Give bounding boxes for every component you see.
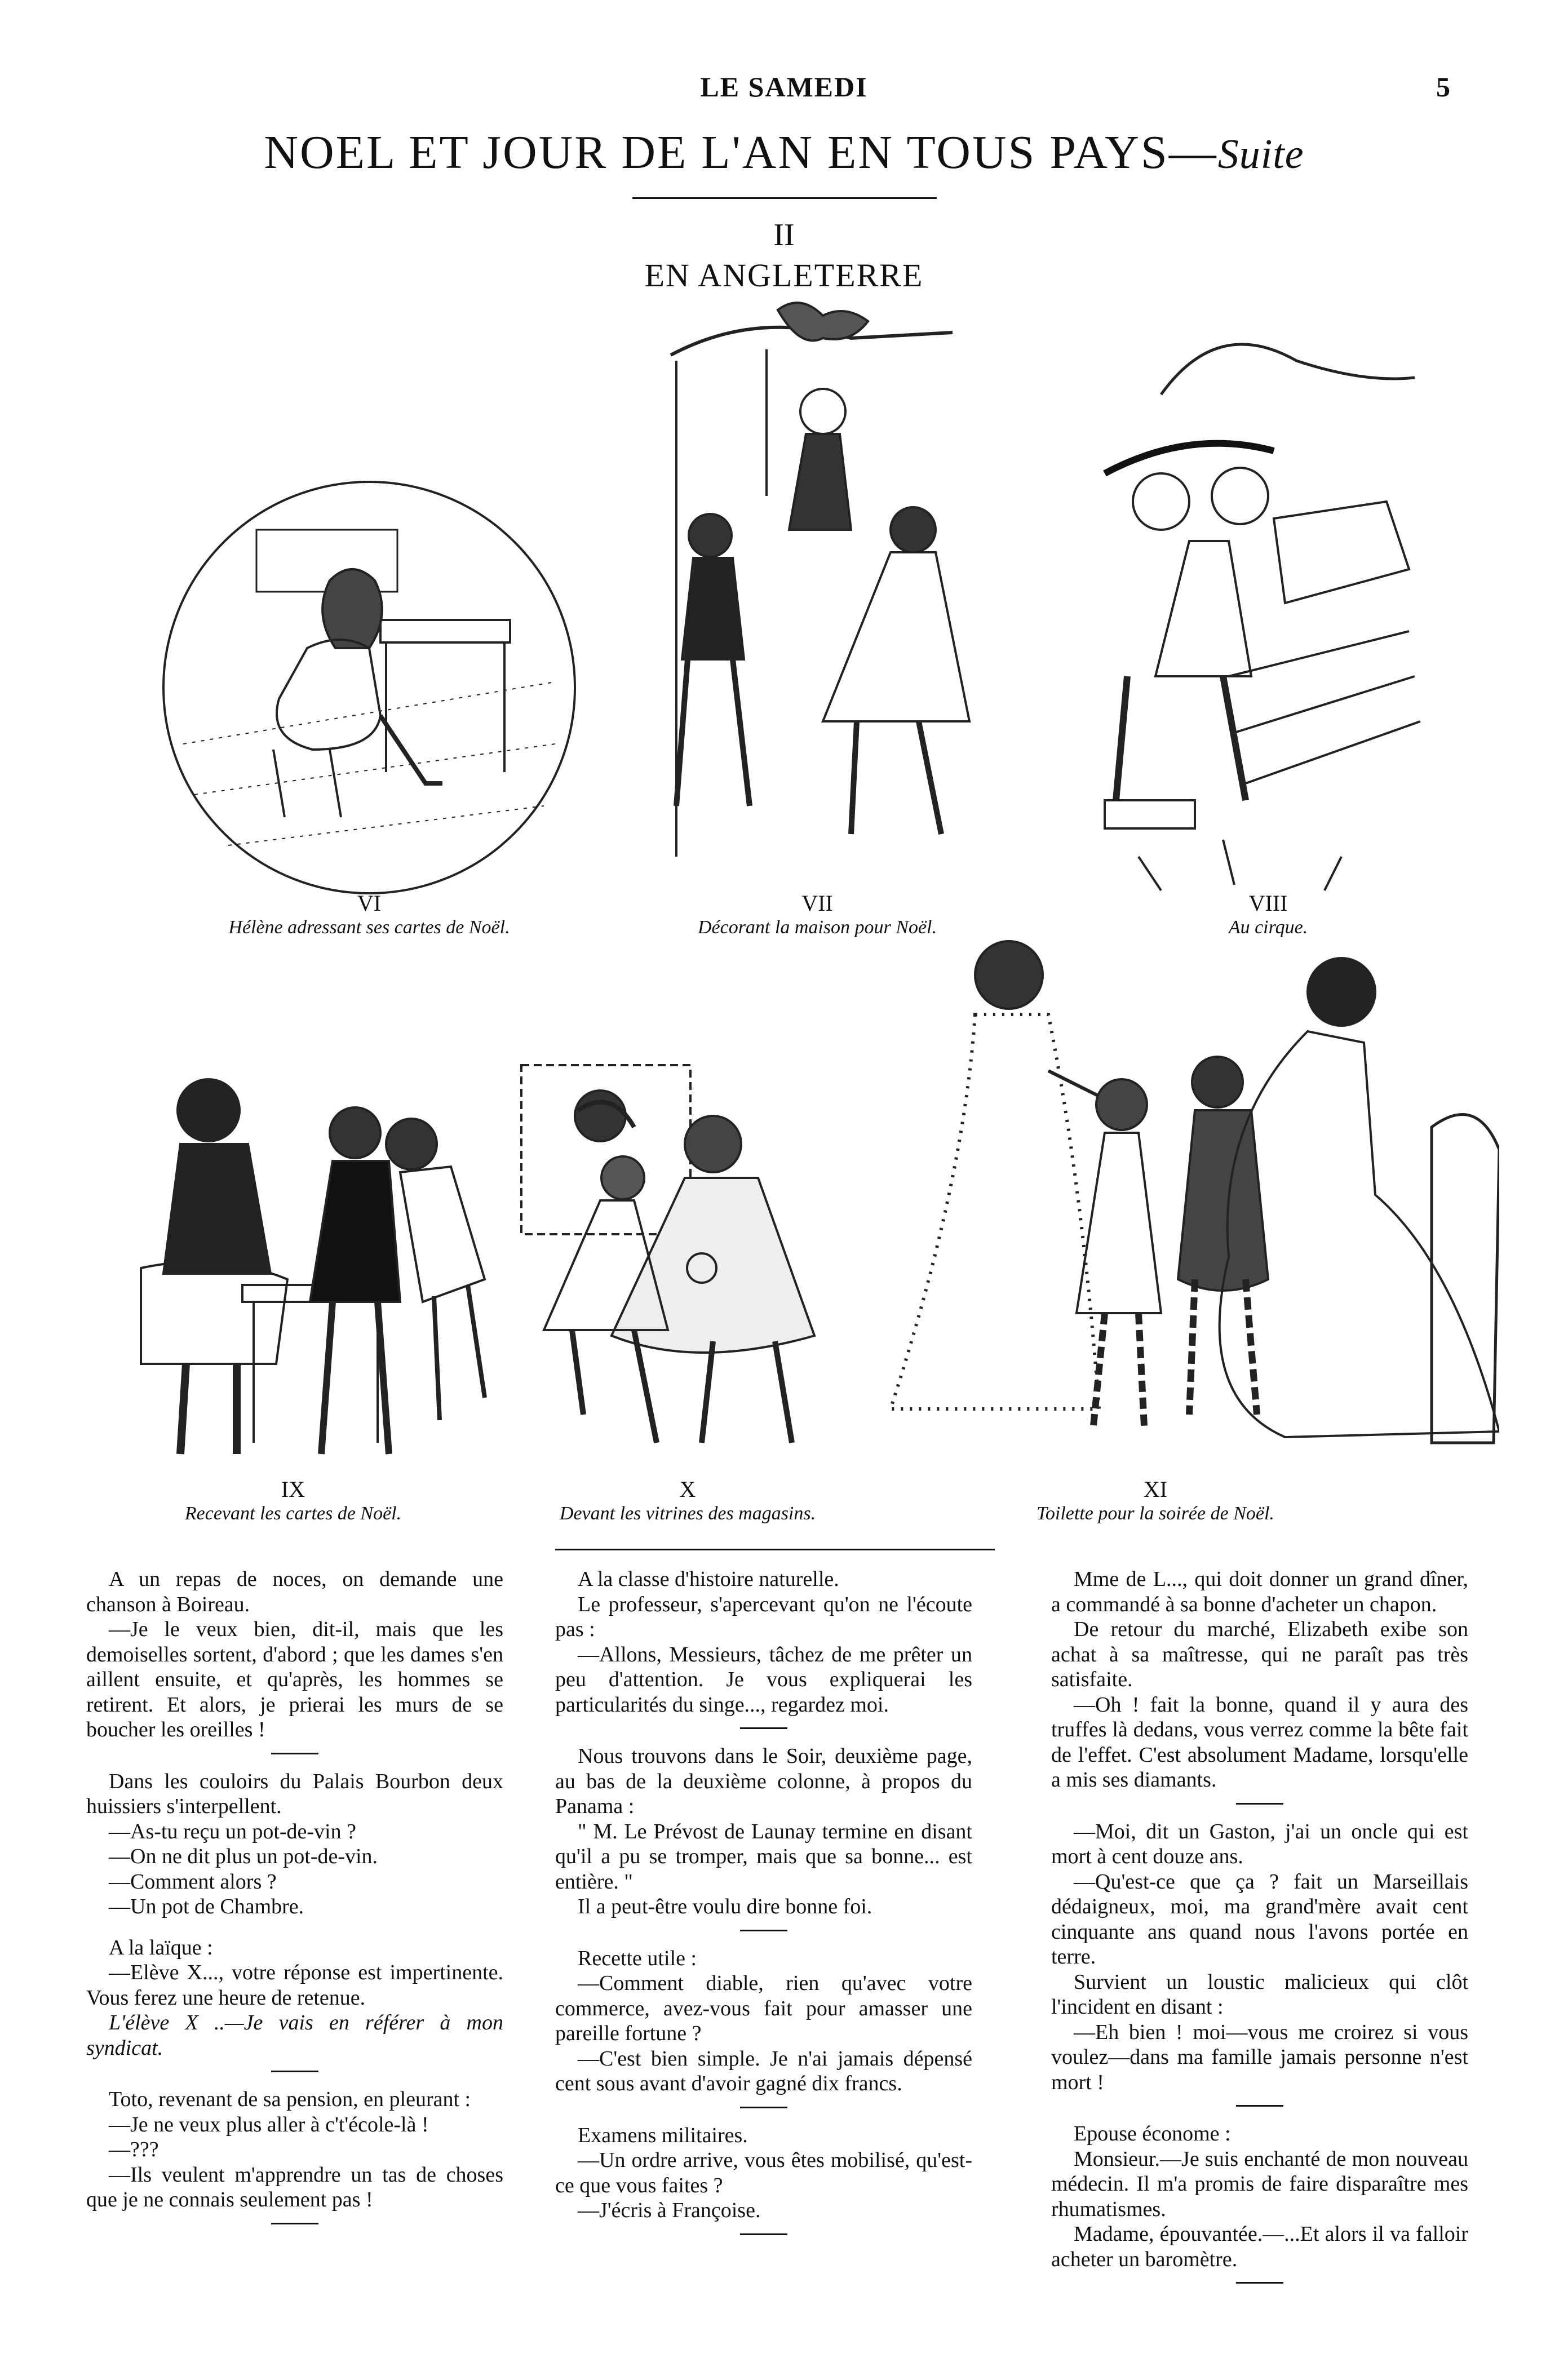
separator (271, 2071, 318, 2072)
spacer (86, 1920, 503, 1935)
separator (740, 1727, 787, 1729)
paragraph: —Comment diable, rien qu'avec votre commerce, avez-vous fait pour amasser une pareille fortune ? (555, 1971, 972, 2045)
caption-vii-text: Décorant la maison pour Noël. (697, 917, 937, 938)
separator (740, 1930, 787, 1931)
paragraph: —Un ordre arrive, vous êtes mobilisé, qu'est-ce que vous faites ? (555, 2148, 972, 2197)
section-rule (555, 1549, 995, 1550)
paragraph: —Elève X..., votre réponse est impertinente. Vous ferez une heure de retenue. (86, 1961, 503, 2010)
paragraph: Madame, épouvantée.—...Et alors il va falloir acheter un baromètre. (1051, 2222, 1468, 2271)
separator (1236, 2282, 1283, 2284)
paragraph: Epouse économe : (1074, 2122, 1231, 2146)
caption-ix (158, 1477, 428, 1525)
title-dash: — (1168, 126, 1218, 179)
illustration-ix (96, 1048, 502, 1477)
paragraph: Toto, revenant de sa pension, en pleurant : (109, 2087, 471, 2111)
paragraph: —C'est bien simple. Je n'ai jamais dépensé cent sous avant d'avoir gagné dix francs. (555, 2046, 972, 2095)
section-number: II (773, 218, 795, 252)
paragraph: A un repas de noces, on demande une chanson à Boireau. (86, 1567, 503, 1616)
illustration-viii (1093, 316, 1426, 896)
caption-viii-text: Au cirque. (1228, 917, 1308, 938)
article-title (0, 125, 1568, 180)
column-right (1051, 1567, 1468, 2298)
column-left (86, 1567, 503, 2239)
illustration-vi (161, 479, 578, 896)
paragraph: —Eh bien ! moi—vous me croirez si vous voulez—dans ma famille jamais personne n'est mort ! (1051, 2020, 1468, 2094)
paragraph: L'élève X ..—Je vais en référer à mon syndicat. (86, 2011, 503, 2060)
title-suite: Suite (1217, 131, 1304, 178)
page-number: 5 (1436, 71, 1450, 103)
paragraph: —??? (109, 2138, 159, 2161)
caption-vi-number: VI (357, 890, 382, 916)
separator (1236, 1803, 1283, 1805)
paragraph: —Comment alors ? (109, 1869, 277, 1894)
paragraph: Dans les couloirs du Palais Bourbon deux huissiers s'interpellent. (86, 1769, 503, 1818)
separator (271, 1753, 318, 1754)
illustration-x (510, 1054, 848, 1482)
paragraph: A la classe d'histoire naturelle. (578, 1567, 839, 1591)
masthead: LE SAMEDI (700, 71, 868, 103)
caption-x-number: X (679, 1477, 696, 1502)
separator (1236, 2105, 1283, 2107)
caption-x-text: Devant les vitrines des magasins. (559, 1503, 816, 1524)
separator (271, 2223, 318, 2224)
paragraph: Il a peut-être voulu dire bonne foi. (578, 1895, 872, 1918)
illustration-vii (654, 293, 981, 890)
title-rule (632, 197, 937, 199)
caption-ix-text: Recevant les cartes de Noël. (184, 1503, 402, 1524)
paragraph: —Allons, Messieurs, tâchez de me prêter un peu d'attention. Je vous expliquerai les particularités du singe..., regardez moi. (555, 1642, 972, 1717)
caption-xi (1015, 1477, 1296, 1525)
paragraph: —Je le veux bien, dit-il, mais que les demoiselles sortent, d'abord ; que les dames s'en aillent ensuite, et qu'après, les hommes se retirent. Et alors, je prierai les murs de se boucher les oreilles ! (86, 1617, 503, 1741)
caption-x (541, 1477, 834, 1525)
paragraph: —Qu'est-ce que ça ? fait un Marseillais dédaigneux, moi, ma grand'mère avait cent cinquante ans quand nous l'avons portée en terre. (1051, 1869, 1468, 1969)
paragraph: Mme de L..., qui doit donner un grand dîner, a commandé à sa bonne d'acheter un chapon. (1051, 1567, 1468, 1616)
paragraph: —As-tu reçu un pot-de-vin ? (109, 1819, 356, 1843)
separator (740, 2107, 787, 2108)
paragraph: —Moi, dit un Gaston, j'ai un oncle qui est mort à cent douze ans. (1051, 1819, 1468, 1868)
paragraph: " M. Le Prévost de Launay termine en disant qu'il a pu se tromper, mais que sa bonne... est entière. " (555, 1819, 972, 1894)
caption-xi-text: Toilette pour la soirée de Noël. (1037, 1503, 1274, 1524)
paragraph: Nous trouvons dans le Soir, deuxième page, au bas de la deuxième colonne, à propos du Panama : (555, 1744, 972, 1818)
caption-vii-number: VII (801, 890, 833, 916)
paragraph: Survient un loustic malicieux qui clôt l'incident en disant : (1051, 1970, 1468, 2019)
paragraph: Recette utile : (578, 1946, 697, 1970)
column-middle (555, 1567, 972, 2250)
paragraph: De retour du marché, Elizabeth exibe son achat à sa maîtresse, qui ne paraît pas très satisfaite. (1051, 1617, 1468, 1691)
paragraph: Monsieur.—Je suis enchanté de mon nouveau médecin. Il m'a promis de faire disparaître mes rhumatismes. (1051, 2147, 1468, 2221)
title-main: NOEL ET JOUR DE L'AN EN TOUS PAYS (264, 126, 1169, 179)
paragraph: —J'écris à Françoise. (578, 2199, 761, 2222)
illustration-xi (879, 924, 1499, 1488)
caption-viii-number: VIII (1248, 890, 1288, 916)
caption-ix-number: IX (281, 1477, 305, 1502)
paragraph: —Ils veulent m'apprendre un tas de choses que je ne connais seulement pas ! (86, 2162, 503, 2211)
caption-vi-text: Hélène adressant ses cartes de Noël. (228, 917, 510, 938)
caption-vi (183, 890, 555, 939)
separator (740, 2233, 787, 2235)
paragraph: —Un pot de Chambre. (109, 1895, 304, 1918)
paragraph: —On ne dit plus un pot-de-vin. (109, 1845, 378, 1868)
paragraph: —Je ne veux plus aller à c't'école-là ! (109, 2112, 429, 2137)
paragraph: —Oh ! fait la bonne, quand il y aura des truffes là dedans, vous verrez comme la bête fait de l'effet. C'est absolument Madame, lorsqu'elle a mis ses diamants. (1051, 1692, 1468, 1792)
paragraph: Examens militaires. (578, 2123, 748, 2147)
caption-xi-number: XI (1143, 1477, 1168, 1502)
paragraph: A la laïque : (109, 1935, 213, 1960)
section-country: EN ANGLETERRE (644, 257, 924, 294)
paragraph: Le professeur, s'apercevant qu'on ne l'écoute pas : (555, 1592, 972, 1641)
